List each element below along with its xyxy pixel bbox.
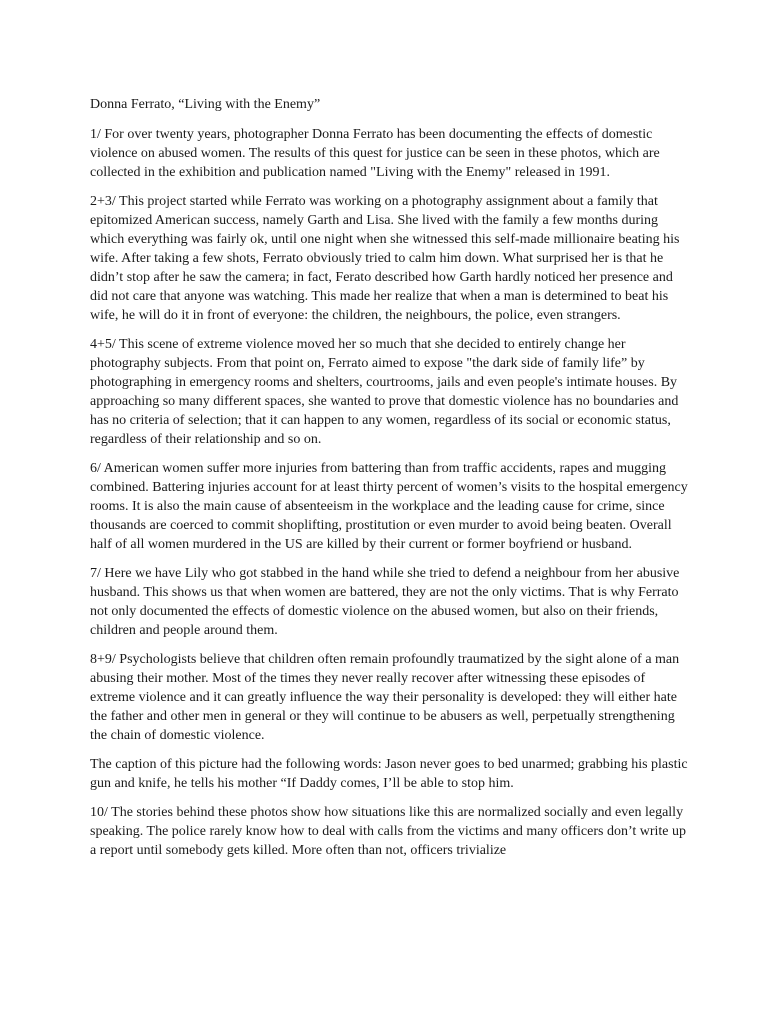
paragraph-6: 6/ American women suffer more injuries from battering than from traffic accidents, rapes and mugging combined. Battering injuries account for at least thirty percent of women’s visits to the hospital emergency rooms. It is also the main cause of absenteeism in the workplace and the leading cause for crime, since thousands are coerced to commit shoplifting, prostitution or even murder to avoid being beaten. Overall half of all women murdered in the US are killed by their current or former boyfriend or husband. bbox=[90, 461, 688, 552]
paragraph-4-5: 4+5/ This scene of extreme violence moved her so much that she decided to entirely change her photography subjects. From that point on, Ferrato aimed to expose "the dark side of family life” by photographing in emergency rooms and shelters, courtrooms, jails and even people's intimate houses. By approaching so many different spaces, she wanted to prove that domestic violence has no boundaries and has no criteria of selection; that it can happen to any women, regardless of its social or economic status, regardless of their relationship and so on. bbox=[90, 337, 679, 447]
paragraph-2-3: 2+3/ This project started while Ferrato was working on a photography assignment about a family that epitomized American success, namely Garth and Lisa. She lived with the family a few months during which everything was fairly ok, until one night when she witnessed this self-made millionaire beating his wife. After taking a few shots, Ferrato obviously tried to calm him down. What surprised her is that he didn’t stop after he saw the camera; in fact, Ferato described how Garth hardly noticed her presence and did not care that anyone was watching. This made her realize that when a man is determined to beat his wife, he will do it in front of everyone: the children, the neighbours, the police, even strangers. bbox=[90, 194, 680, 323]
paragraph-10: 10/ The stories behind these photos show how situations like this are normalized socially and even legally speaking. The police rarely know how to deal with calls from the victims and many officers don’t write up a report until somebody gets killed. More often than not, officers trivialize bbox=[90, 805, 687, 858]
paragraph-7: 7/ Here we have Lily who got stabbed in the hand while she tried to defend a neighbour from her abusive husband. This shows us that when women are battered, they are not the only victims. That is why Ferrato not only documented the effects of domestic violence on the abused women, but also on their friends, children and people around them. bbox=[90, 566, 680, 638]
document-title: Donna Ferrato, “Living with the Enemy” bbox=[90, 97, 321, 112]
paragraph-8-9: 8+9/ Psychologists believe that children often remain profoundly traumatized by the sight alone of a man abusing their mother. Most of the times they never really recover after witnessing these episodes of extreme violence and it can greatly influence the way their personality is developed: they will either hate the father and other men in general or they will continue to be abusers as well, perpetually strengthening the chain of domestic violence. bbox=[90, 652, 680, 743]
paragraph-caption: The caption of this picture had the following words: Jason never goes to bed unarmed; grabbing his plastic gun and knife, he tells his mother “If Daddy comes, I’ll be able to stop him. bbox=[90, 757, 688, 791]
paragraph-1: 1/ For over twenty years, photographer Donna Ferrato has been documenting the effects of domestic violence on abused women. The results of this quest for justice can be seen in these photos, which are collected in the exhibition and publication named "Living with the Enemy" released in 1991. bbox=[90, 127, 660, 180]
